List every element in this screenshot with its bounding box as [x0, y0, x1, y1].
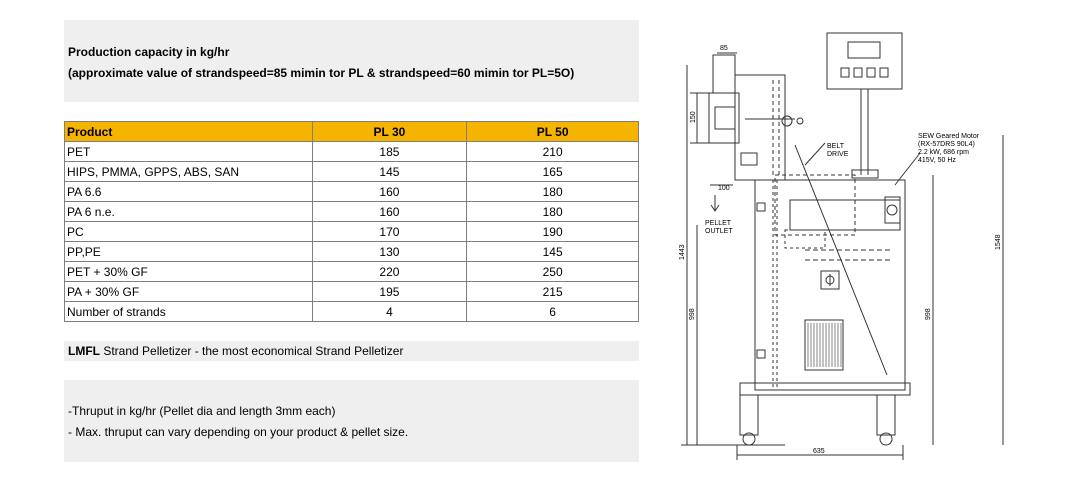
- page-title: Production capacity in kg/hr: [68, 45, 230, 59]
- display-screen: [848, 42, 880, 58]
- panel-button: [880, 68, 888, 77]
- product-cell: HIPS, PMMA, GPPS, ABS, SAN: [65, 162, 313, 182]
- product-cell: PET + 30% GF: [65, 262, 313, 282]
- dim-1443-label: 1443: [679, 244, 686, 260]
- tagline-text: Strand Pelletizer - the most economical Strand Pelletizer: [100, 344, 404, 358]
- table-row: [65, 242, 639, 262]
- pl30-cell: 4: [312, 302, 467, 322]
- table-row: [65, 222, 639, 242]
- pellet-outlet-label-2: OUTLET: [705, 228, 733, 235]
- pl30-cell: 160: [312, 202, 467, 222]
- table-row: [65, 302, 639, 322]
- notes-panel: [64, 380, 639, 462]
- tagline: [68, 341, 403, 361]
- belt-drive-label-1: BELT: [827, 143, 844, 150]
- pl50-cell: 215: [467, 282, 639, 302]
- pl50-cell: 250: [467, 262, 639, 282]
- pl50-cell: 180: [467, 182, 639, 202]
- control-panel: [827, 33, 902, 89]
- pl30-cell: 195: [312, 282, 467, 302]
- product-cell: Number of strands: [65, 302, 313, 322]
- pl30-cell: 130: [312, 242, 467, 262]
- page-subtitle: (approximate value of strandspeed=85 mimin tor PL & strandspeed=60 mimin tor PL=5O): [68, 66, 575, 80]
- table-row: [65, 142, 639, 162]
- motor-label-4: 415V, 50 Hz: [918, 157, 956, 164]
- tagline-panel: [64, 341, 639, 361]
- motor-label-1: SEW Geared Motor: [918, 133, 980, 140]
- dim-635-label: 635: [813, 448, 825, 455]
- pl30-cell: 170: [312, 222, 467, 242]
- table-row: [65, 282, 639, 302]
- brand-name: LMFL: [68, 344, 100, 358]
- table-row: [65, 162, 639, 182]
- dim-100-label: 100: [718, 185, 730, 192]
- product-cell: PA + 30% GF: [65, 282, 313, 302]
- title-panel: [64, 20, 639, 102]
- pellet-outlet-label-1: PELLET: [705, 220, 732, 227]
- pl50-cell: 210: [467, 142, 639, 162]
- product-cell: PA 6 n.e.: [65, 202, 313, 222]
- product-cell: PET: [65, 142, 313, 162]
- product-cell: PC: [65, 222, 313, 242]
- table-header-row: [65, 122, 639, 142]
- pl30-cell: 185: [312, 142, 467, 162]
- dim-998-left-label: 998: [689, 308, 696, 320]
- pl50-cell: 190: [467, 222, 639, 242]
- pl50-cell: 145: [467, 242, 639, 262]
- product-cell: PA 6.6: [65, 182, 313, 202]
- base-frame: [740, 383, 910, 395]
- table-row: [65, 262, 639, 282]
- pl50-cell: 180: [467, 202, 639, 222]
- table-row: [65, 182, 639, 202]
- belt-drive-label-2: DRIVE: [827, 151, 849, 158]
- panel-button: [867, 68, 875, 77]
- product-cell: PP,PE: [65, 242, 313, 262]
- dim-85-label: 85: [720, 45, 728, 52]
- note-line-2: - Max. thruput can vary depending on your product & pellet size.: [68, 425, 409, 439]
- pl30-cell: 220: [312, 262, 467, 282]
- pl30-cell: 145: [312, 162, 467, 182]
- panel-button: [854, 68, 862, 77]
- panel-button: [841, 68, 849, 77]
- feed-unit: [713, 55, 735, 93]
- dim-150-label: 150: [690, 111, 697, 123]
- pl30-cell: 160: [312, 182, 467, 202]
- capacity-table: [64, 121, 639, 322]
- dim-998-right-label: 998: [925, 308, 932, 320]
- header-pl30: PL 30: [312, 122, 467, 142]
- table-row: [65, 202, 639, 222]
- note-line-1: -Thruput in kg/hr (Pellet dia and length 3mm each): [68, 404, 336, 418]
- motor-label-3: 2.2 kW, 686 rpm: [918, 149, 969, 156]
- table-body: [65, 142, 639, 322]
- technical-drawing: [665, 25, 1015, 465]
- motor-label-2: (RX-57DRS 90L4): [918, 141, 975, 148]
- pl50-cell: 165: [467, 162, 639, 182]
- dim-1548-label: 1548: [995, 234, 1002, 250]
- pl50-cell: 6: [467, 302, 639, 322]
- header-product: Product: [65, 122, 313, 142]
- header-pl50: PL 50: [467, 122, 639, 142]
